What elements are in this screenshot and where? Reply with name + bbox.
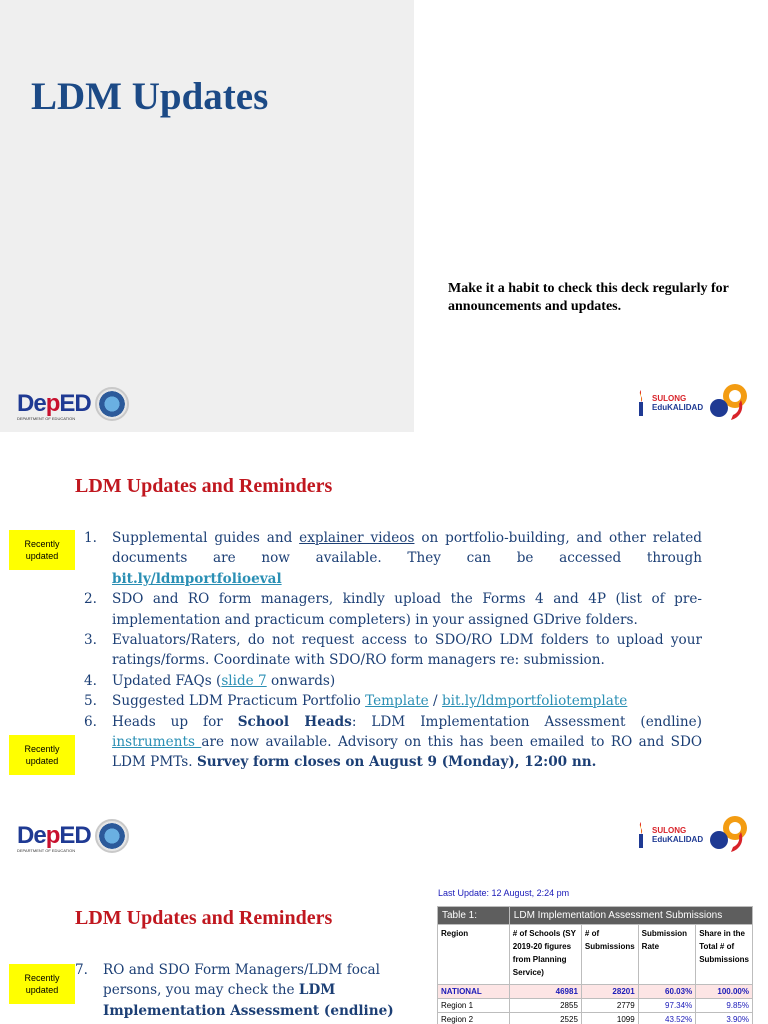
list-item: 3. Evaluators/Raters, do not request access to SDO/RO LDM folders to upload your ratings/forms. Coordinate with SDO/RO form managers re: submission. xyxy=(84,632,702,669)
nine-logo-icon xyxy=(709,382,753,422)
list-item: 1. Supplemental guides and explainer videos on portfolio-building, and other related documents are now available. They can be accessed through bit.ly/ldmportfolioeval xyxy=(84,530,702,587)
recently-updated-note: Recently updated xyxy=(9,735,75,775)
portfolio-eval-link[interactable]: bit.ly/ldmportfolioeval xyxy=(112,570,282,587)
page-title: LDM Updates xyxy=(31,75,269,118)
slide-updates-1 xyxy=(0,432,768,864)
table-caption-row xyxy=(438,907,753,925)
list-item: 4. Updated FAQs (slide 7 onwards) xyxy=(84,672,336,689)
list-item: 6. Heads up for School Heads: LDM Implementation Assessment (endline) instruments are now available. Advisory on this has been emailed to RO and SDO LDM PMTs. Survey form closes on August 9 (Monday), 12:00 nn. xyxy=(84,713,702,771)
torch-icon xyxy=(634,822,648,848)
nine-logo-icon xyxy=(709,814,753,854)
reminder-text: Make it a habit to check this deck regularly for announcements and updates. xyxy=(448,281,729,314)
column-header: # of Schools (SY 2019-20 figures from Planning Service) xyxy=(509,925,581,985)
slide-7-link[interactable]: slide 7 xyxy=(221,672,267,689)
sulong-edukalidad-logo: SULONG EduKALIDAD xyxy=(634,390,706,418)
recently-updated-note: Recently updated xyxy=(9,530,75,570)
last-update-text: Last Update: 12 August, 2:24 pm xyxy=(438,888,570,898)
column-header: Share in the Total # of Submissions xyxy=(696,925,753,985)
table-row: Region 2 2525 1099 43.52% 3.90% xyxy=(438,1013,753,1024)
deped-seal-icon xyxy=(95,819,129,853)
table-header-row xyxy=(438,925,753,985)
column-header: Submission Rate xyxy=(638,925,696,985)
table-row: Region 1 2855 2779 97.34% 9.85% xyxy=(438,999,753,1013)
column-header: Region xyxy=(438,925,510,985)
portfolio-template-link[interactable]: bit.ly/ldmportfoliotemplate xyxy=(441,693,628,710)
deped-logo-subtext: DEPARTMENT OF EDUCATION xyxy=(17,848,76,853)
sulong-edukalidad-logo: SULONG EduKALIDAD xyxy=(634,822,706,850)
list-item: 7. RO and SDO Form Managers/LDM focal persons, you may check the LDM Implementation Assessment (endline) xyxy=(75,962,394,1019)
slide-updates-2 xyxy=(0,864,768,1024)
explainer-videos-link[interactable]: explainer videos xyxy=(299,530,415,546)
title-panel xyxy=(0,0,414,432)
deped-seal-icon xyxy=(95,387,129,421)
deped-logo-subtext: DEPARTMENT OF EDUCATION xyxy=(17,416,76,421)
recently-updated-note: Recently updated xyxy=(9,964,75,1004)
torch-icon xyxy=(634,390,648,416)
slide-title xyxy=(0,0,768,432)
table-caption-label: Table 1: xyxy=(438,907,510,925)
column-header: # of Submissions xyxy=(581,925,638,985)
instruments-link[interactable]: instruments xyxy=(112,734,202,751)
deped-logo: DepED DEPARTMENT OF EDUCATION xyxy=(17,390,91,421)
table-caption-title: LDM Implementation Assessment Submissions xyxy=(509,907,752,925)
updates-list xyxy=(84,528,702,773)
deped-logo: DepED DEPARTMENT OF EDUCATION xyxy=(17,822,91,853)
list-item: 2. SDO and RO form managers, kindly upload the Forms 4 and 4P (list of pre-implementation and practicum completers) in your assigned GDrive folders. xyxy=(84,591,702,628)
table-row: NATIONAL 46981 28201 60.03% 100.00% xyxy=(438,985,753,999)
submissions-table xyxy=(437,906,753,1024)
section-title: LDM Updates and Reminders xyxy=(75,475,333,497)
section-title: LDM Updates and Reminders xyxy=(75,907,333,929)
updates-list xyxy=(75,960,405,1021)
list-item: 5. Suggested LDM Practicum Portfolio Template / bit.ly/ldmportfoliotemplate xyxy=(84,693,628,710)
template-link[interactable]: Template xyxy=(365,693,429,710)
